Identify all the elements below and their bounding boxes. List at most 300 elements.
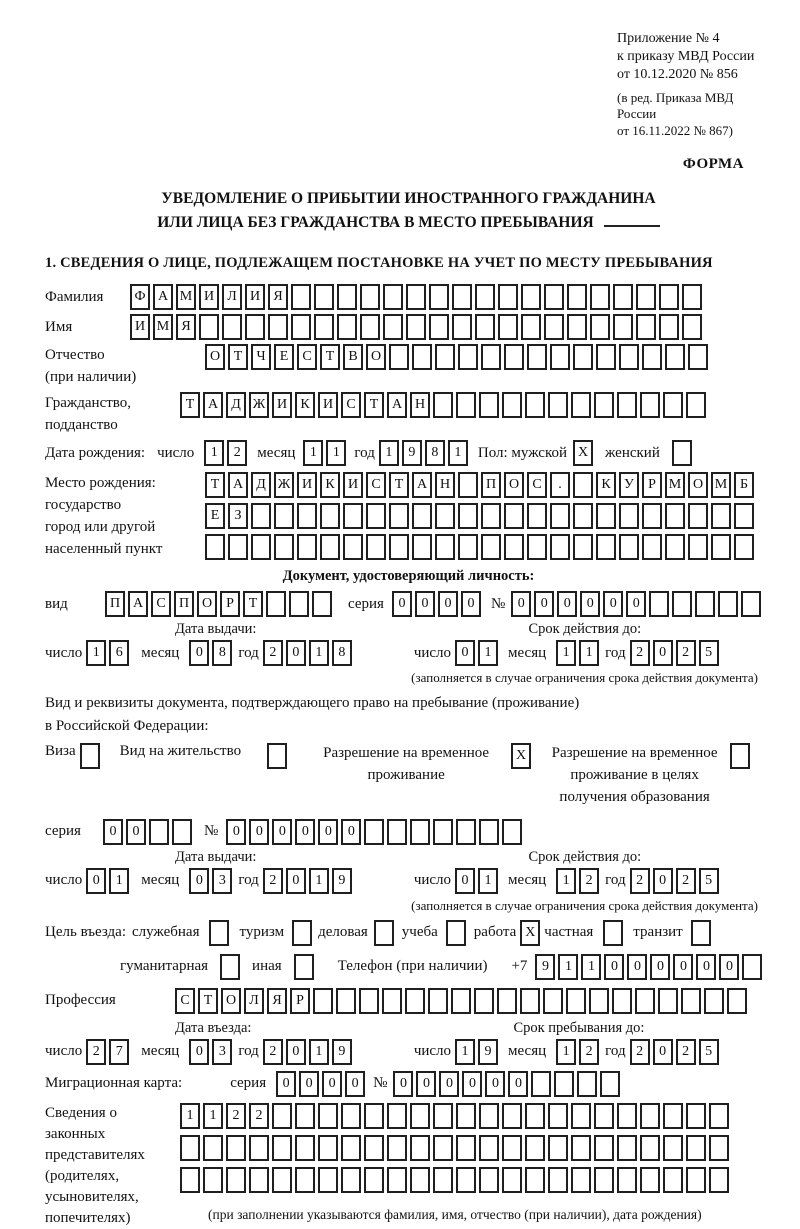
char-box[interactable] (600, 1071, 620, 1097)
char-box[interactable] (590, 314, 610, 340)
char-box[interactable]: Л (222, 284, 242, 310)
char-box[interactable]: И (297, 472, 317, 498)
char-box[interactable]: 0 (627, 954, 647, 980)
char-box[interactable] (209, 920, 229, 946)
char-box[interactable] (502, 1103, 522, 1129)
char-box[interactable] (452, 284, 472, 310)
char-box[interactable]: 0 (295, 819, 315, 845)
char-box[interactable] (590, 284, 610, 310)
char-box[interactable]: 0 (86, 868, 106, 894)
char-box[interactable]: 0 (673, 954, 693, 980)
char-box[interactable] (691, 920, 711, 946)
char-box[interactable]: 0 (603, 591, 623, 617)
char-box[interactable] (412, 534, 432, 560)
char-box[interactable] (594, 392, 614, 418)
char-box[interactable] (548, 1135, 568, 1161)
char-box[interactable] (272, 1135, 292, 1161)
char-box[interactable]: 1 (180, 1103, 200, 1129)
char-box[interactable] (658, 988, 678, 1014)
char-box[interactable] (456, 819, 476, 845)
char-box[interactable]: 0 (392, 591, 412, 617)
char-box[interactable] (226, 1135, 246, 1161)
char-box[interactable]: 0 (557, 591, 577, 617)
char-box[interactable]: 8 (332, 640, 352, 666)
char-box[interactable] (663, 392, 683, 418)
char-box[interactable]: Ч (251, 344, 271, 370)
char-box[interactable] (343, 503, 363, 529)
char-box[interactable]: 2 (579, 868, 599, 894)
char-box[interactable]: 1 (303, 440, 323, 466)
char-box[interactable]: 9 (402, 440, 422, 466)
char-box[interactable]: 1 (579, 640, 599, 666)
char-box[interactable] (387, 1135, 407, 1161)
char-box[interactable] (663, 1135, 683, 1161)
char-box[interactable] (389, 503, 409, 529)
char-box[interactable] (383, 314, 403, 340)
char-box[interactable] (274, 534, 294, 560)
char-box[interactable] (686, 1135, 706, 1161)
char-box[interactable]: О (205, 344, 225, 370)
char-box[interactable] (435, 503, 455, 529)
char-box[interactable]: 3 (212, 868, 232, 894)
char-box[interactable] (573, 344, 593, 370)
char-box[interactable]: О (197, 591, 217, 617)
char-box[interactable]: 0 (226, 819, 246, 845)
char-box[interactable] (730, 743, 750, 769)
char-box[interactable]: 1 (556, 1039, 576, 1065)
char-box[interactable]: 0 (416, 1071, 436, 1097)
char-box[interactable]: К (320, 472, 340, 498)
char-box[interactable]: С (175, 988, 195, 1014)
char-box[interactable]: 0 (604, 954, 624, 980)
char-box[interactable]: 1 (478, 640, 498, 666)
char-box[interactable] (571, 392, 591, 418)
char-box[interactable] (665, 534, 685, 560)
char-box[interactable] (594, 1135, 614, 1161)
char-box[interactable]: С (341, 392, 361, 418)
char-box[interactable] (672, 591, 692, 617)
char-box[interactable] (619, 534, 639, 560)
char-box[interactable]: 2 (263, 640, 283, 666)
char-box[interactable]: 7 (109, 1039, 129, 1065)
char-box[interactable] (550, 344, 570, 370)
char-box[interactable]: 1 (326, 440, 346, 466)
char-box[interactable]: П (481, 472, 501, 498)
char-box[interactable]: 2 (630, 868, 650, 894)
char-box[interactable] (695, 591, 715, 617)
char-box[interactable] (341, 1167, 361, 1193)
char-box[interactable]: 0 (696, 954, 716, 980)
char-box[interactable] (573, 472, 593, 498)
char-box[interactable]: 0 (511, 591, 531, 617)
char-box[interactable]: Ф (130, 284, 150, 310)
char-box[interactable] (366, 534, 386, 560)
char-box[interactable]: 0 (653, 868, 673, 894)
char-box[interactable] (596, 344, 616, 370)
char-box[interactable]: Т (364, 392, 384, 418)
char-box[interactable] (742, 954, 762, 980)
char-box[interactable] (180, 1167, 200, 1193)
char-box[interactable] (364, 1167, 384, 1193)
char-box[interactable]: 5 (699, 1039, 719, 1065)
char-box[interactable]: 0 (650, 954, 670, 980)
char-box[interactable] (429, 284, 449, 310)
char-box[interactable]: 8 (212, 640, 232, 666)
char-box[interactable]: 1 (109, 868, 129, 894)
char-box[interactable]: 1 (556, 868, 576, 894)
char-box[interactable] (343, 534, 363, 560)
char-box[interactable]: 2 (226, 1103, 246, 1129)
char-box[interactable] (709, 1103, 729, 1129)
char-box[interactable]: А (412, 472, 432, 498)
char-box[interactable]: 1 (581, 954, 601, 980)
char-box[interactable] (594, 1103, 614, 1129)
char-box[interactable]: 0 (286, 1039, 306, 1065)
char-box[interactable]: Д (251, 472, 271, 498)
char-box[interactable]: 2 (249, 1103, 269, 1129)
char-box[interactable] (672, 440, 692, 466)
char-box[interactable] (314, 284, 334, 310)
char-box[interactable] (433, 1103, 453, 1129)
char-box[interactable] (521, 314, 541, 340)
char-box[interactable] (594, 1167, 614, 1193)
char-box[interactable] (172, 819, 192, 845)
char-box[interactable] (272, 1103, 292, 1129)
char-box[interactable]: 5 (699, 868, 719, 894)
char-box[interactable] (251, 534, 271, 560)
char-box[interactable] (525, 392, 545, 418)
char-box[interactable] (649, 591, 669, 617)
char-box[interactable]: 2 (579, 1039, 599, 1065)
char-box[interactable] (612, 988, 632, 1014)
char-box[interactable] (410, 1103, 430, 1129)
char-box[interactable] (682, 284, 702, 310)
char-box[interactable] (567, 314, 587, 340)
char-box[interactable]: О (688, 472, 708, 498)
char-box[interactable]: X (520, 920, 540, 946)
char-box[interactable] (617, 1103, 637, 1129)
char-box[interactable]: И (318, 392, 338, 418)
char-box[interactable]: 2 (676, 1039, 696, 1065)
char-box[interactable] (318, 1135, 338, 1161)
char-box[interactable] (502, 1167, 522, 1193)
char-box[interactable] (709, 1167, 729, 1193)
char-box[interactable]: Р (290, 988, 310, 1014)
char-box[interactable]: 2 (227, 440, 247, 466)
char-box[interactable] (577, 1071, 597, 1097)
char-box[interactable] (479, 819, 499, 845)
char-box[interactable] (619, 503, 639, 529)
char-box[interactable] (366, 503, 386, 529)
char-box[interactable] (550, 534, 570, 560)
char-box[interactable]: З (228, 503, 248, 529)
char-box[interactable] (686, 392, 706, 418)
char-box[interactable] (313, 988, 333, 1014)
char-box[interactable]: 0 (322, 1071, 342, 1097)
char-box[interactable]: 0 (318, 819, 338, 845)
char-box[interactable] (389, 344, 409, 370)
char-box[interactable]: 0 (626, 591, 646, 617)
char-box[interactable]: 0 (341, 819, 361, 845)
char-box[interactable] (456, 1167, 476, 1193)
char-box[interactable] (642, 344, 662, 370)
char-box[interactable] (711, 503, 731, 529)
char-box[interactable] (341, 1135, 361, 1161)
char-box[interactable] (291, 314, 311, 340)
char-box[interactable] (543, 988, 563, 1014)
char-box[interactable] (642, 534, 662, 560)
char-box[interactable]: А (153, 284, 173, 310)
char-box[interactable] (640, 392, 660, 418)
char-box[interactable]: 0 (299, 1071, 319, 1097)
char-box[interactable] (435, 344, 455, 370)
char-box[interactable]: Н (435, 472, 455, 498)
char-box[interactable]: А (387, 392, 407, 418)
char-box[interactable] (686, 1167, 706, 1193)
char-box[interactable]: Е (274, 344, 294, 370)
char-box[interactable] (617, 392, 637, 418)
char-box[interactable] (292, 920, 312, 946)
char-box[interactable] (272, 1167, 292, 1193)
char-box[interactable]: 0 (286, 868, 306, 894)
char-box[interactable] (295, 1103, 315, 1129)
char-box[interactable] (525, 1103, 545, 1129)
char-box[interactable] (531, 1071, 551, 1097)
char-box[interactable] (267, 743, 287, 769)
char-box[interactable]: Ж (274, 472, 294, 498)
char-box[interactable] (504, 534, 524, 560)
char-box[interactable] (525, 1135, 545, 1161)
char-box[interactable]: С (297, 344, 317, 370)
char-box[interactable] (711, 534, 731, 560)
char-box[interactable] (203, 1135, 223, 1161)
char-box[interactable] (359, 988, 379, 1014)
char-box[interactable] (268, 314, 288, 340)
char-box[interactable] (566, 988, 586, 1014)
char-box[interactable] (149, 819, 169, 845)
char-box[interactable]: М (711, 472, 731, 498)
char-box[interactable]: М (665, 472, 685, 498)
char-box[interactable]: 0 (461, 591, 481, 617)
char-box[interactable] (226, 1167, 246, 1193)
char-box[interactable] (360, 314, 380, 340)
char-box[interactable]: 0 (455, 640, 475, 666)
char-box[interactable] (458, 503, 478, 529)
char-box[interactable] (642, 503, 662, 529)
char-box[interactable]: 0 (272, 819, 292, 845)
char-box[interactable]: В (343, 344, 363, 370)
char-box[interactable] (619, 344, 639, 370)
char-box[interactable] (429, 314, 449, 340)
char-box[interactable]: 1 (203, 1103, 223, 1129)
char-box[interactable] (205, 534, 225, 560)
char-box[interactable] (686, 1103, 706, 1129)
char-box[interactable] (663, 1103, 683, 1129)
char-box[interactable] (665, 344, 685, 370)
char-box[interactable]: 2 (263, 868, 283, 894)
char-box[interactable] (596, 503, 616, 529)
char-box[interactable]: 8 (425, 440, 445, 466)
char-box[interactable] (336, 988, 356, 1014)
char-box[interactable]: . (550, 472, 570, 498)
char-box[interactable]: Т (389, 472, 409, 498)
char-box[interactable] (412, 344, 432, 370)
char-box[interactable] (475, 284, 495, 310)
char-box[interactable] (456, 392, 476, 418)
char-box[interactable]: Т (243, 591, 263, 617)
char-box[interactable]: 0 (126, 819, 146, 845)
char-box[interactable] (266, 591, 286, 617)
char-box[interactable] (412, 503, 432, 529)
char-box[interactable] (741, 591, 761, 617)
char-box[interactable]: 0 (653, 1039, 673, 1065)
char-box[interactable] (734, 503, 754, 529)
char-box[interactable] (389, 534, 409, 560)
char-box[interactable]: 0 (393, 1071, 413, 1097)
char-box[interactable] (314, 314, 334, 340)
char-box[interactable] (297, 534, 317, 560)
char-box[interactable] (636, 284, 656, 310)
char-box[interactable] (527, 344, 547, 370)
char-box[interactable] (617, 1135, 637, 1161)
char-box[interactable] (220, 954, 240, 980)
char-box[interactable]: 0 (534, 591, 554, 617)
char-box[interactable]: О (504, 472, 524, 498)
char-box[interactable]: Р (642, 472, 662, 498)
char-box[interactable] (289, 591, 309, 617)
char-box[interactable] (245, 314, 265, 340)
char-box[interactable] (640, 1135, 660, 1161)
char-box[interactable] (435, 534, 455, 560)
char-box[interactable]: 1 (455, 1039, 475, 1065)
char-box[interactable] (433, 1135, 453, 1161)
char-box[interactable] (688, 344, 708, 370)
char-box[interactable] (636, 314, 656, 340)
char-box[interactable] (320, 503, 340, 529)
char-box[interactable] (734, 534, 754, 560)
char-box[interactable] (291, 284, 311, 310)
char-box[interactable] (251, 503, 271, 529)
char-box[interactable] (341, 1103, 361, 1129)
char-box[interactable] (548, 1103, 568, 1129)
char-box[interactable] (405, 988, 425, 1014)
char-box[interactable] (596, 534, 616, 560)
char-box[interactable] (727, 988, 747, 1014)
char-box[interactable]: И (272, 392, 292, 418)
char-box[interactable] (688, 534, 708, 560)
char-box[interactable]: X (511, 743, 531, 769)
char-box[interactable] (406, 284, 426, 310)
char-box[interactable] (222, 314, 242, 340)
char-box[interactable]: О (366, 344, 386, 370)
char-box[interactable] (433, 1167, 453, 1193)
char-box[interactable] (481, 344, 501, 370)
char-box[interactable] (497, 988, 517, 1014)
char-box[interactable] (406, 314, 426, 340)
char-box[interactable] (458, 344, 478, 370)
char-box[interactable]: М (176, 284, 196, 310)
char-box[interactable]: Е (205, 503, 225, 529)
char-box[interactable] (458, 472, 478, 498)
char-box[interactable] (80, 743, 100, 769)
char-box[interactable]: Т (198, 988, 218, 1014)
char-box[interactable]: 0 (189, 868, 209, 894)
char-box[interactable] (709, 1135, 729, 1161)
char-box[interactable] (428, 988, 448, 1014)
char-box[interactable] (364, 819, 384, 845)
char-box[interactable]: П (105, 591, 125, 617)
char-box[interactable] (635, 988, 655, 1014)
char-box[interactable]: Я (176, 314, 196, 340)
char-box[interactable] (203, 1167, 223, 1193)
char-box[interactable]: Я (267, 988, 287, 1014)
char-box[interactable] (498, 314, 518, 340)
char-box[interactable]: 0 (485, 1071, 505, 1097)
char-box[interactable] (456, 1135, 476, 1161)
char-box[interactable]: 0 (719, 954, 739, 980)
char-box[interactable] (665, 503, 685, 529)
char-box[interactable]: Я (268, 284, 288, 310)
char-box[interactable] (433, 819, 453, 845)
char-box[interactable] (498, 284, 518, 310)
char-box[interactable] (504, 344, 524, 370)
char-box[interactable] (295, 1135, 315, 1161)
char-box[interactable]: 0 (438, 591, 458, 617)
char-box[interactable] (613, 284, 633, 310)
char-box[interactable] (479, 392, 499, 418)
char-box[interactable]: 9 (478, 1039, 498, 1065)
char-box[interactable] (458, 534, 478, 560)
char-box[interactable] (502, 392, 522, 418)
char-box[interactable] (544, 314, 564, 340)
char-box[interactable] (199, 314, 219, 340)
char-box[interactable] (573, 534, 593, 560)
char-box[interactable]: 1 (309, 1039, 329, 1065)
char-box[interactable] (312, 591, 332, 617)
char-box[interactable] (451, 988, 471, 1014)
char-box[interactable]: Р (220, 591, 240, 617)
char-box[interactable]: П (174, 591, 194, 617)
char-box[interactable]: 0 (508, 1071, 528, 1097)
char-box[interactable] (249, 1167, 269, 1193)
char-box[interactable] (589, 988, 609, 1014)
char-box[interactable] (573, 503, 593, 529)
char-box[interactable]: У (619, 472, 639, 498)
char-box[interactable]: Т (180, 392, 200, 418)
char-box[interactable]: С (366, 472, 386, 498)
char-box[interactable]: 2 (263, 1039, 283, 1065)
char-box[interactable]: 0 (345, 1071, 365, 1097)
char-box[interactable]: 0 (189, 1039, 209, 1065)
char-box[interactable] (640, 1167, 660, 1193)
char-box[interactable]: 9 (332, 868, 352, 894)
char-box[interactable] (294, 954, 314, 980)
char-box[interactable] (479, 1103, 499, 1129)
char-box[interactable]: 0 (439, 1071, 459, 1097)
char-box[interactable] (544, 284, 564, 310)
char-box[interactable] (659, 284, 679, 310)
char-box[interactable]: 1 (448, 440, 468, 466)
char-box[interactable]: А (228, 472, 248, 498)
char-box[interactable]: С (527, 472, 547, 498)
char-box[interactable]: О (221, 988, 241, 1014)
char-box[interactable] (382, 988, 402, 1014)
char-box[interactable] (479, 1167, 499, 1193)
char-box[interactable] (613, 314, 633, 340)
char-box[interactable]: А (128, 591, 148, 617)
char-box[interactable] (387, 1167, 407, 1193)
char-box[interactable] (383, 284, 403, 310)
